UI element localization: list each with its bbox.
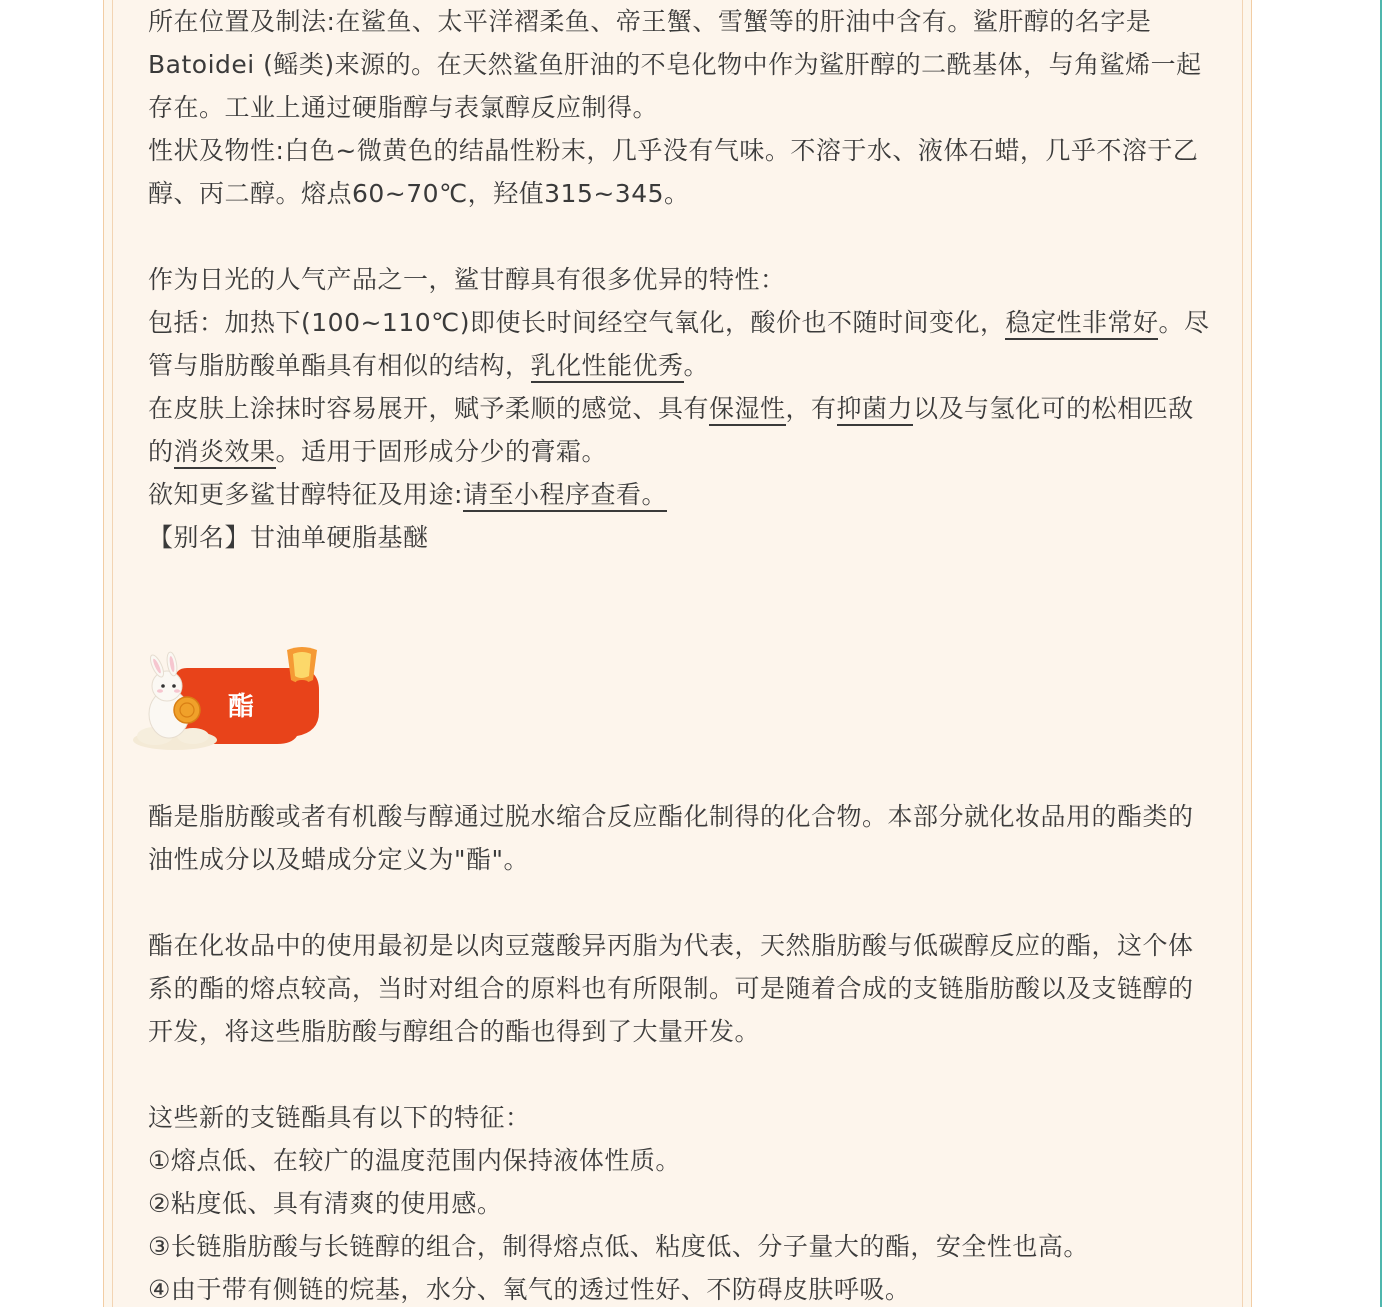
highlight-stability: 稳定性非常好 (1005, 308, 1158, 340)
rabbit-badge-graphic (127, 640, 327, 755)
mooncake-icon (174, 697, 200, 723)
scroll-edge-line (1380, 0, 1382, 1307)
ester-section (148, 795, 1213, 1311)
features-paragraph-2 (148, 387, 1213, 473)
ester-definition: 酯是脂肪酸或者有机酸与醇通过脱水缩合反应酯化制得的化合物。本部分就化妆品用的酯类的油性成分以及蜡成分定义为"酯"。 (148, 802, 1194, 874)
text-run: ，有 (785, 394, 837, 423)
ester-feature-item: ③长链脂肪酸与长链醇的组合，制得熔点低、粘度低、分子量大的酯，安全性也高。 (148, 1232, 1089, 1261)
text-run: 包括：加热下(100~110℃)即使长时间经空气氧化，酸价也不随时间变化， (148, 308, 1006, 337)
text-run: 。适用于固形成分少的膏霜。 (275, 437, 608, 466)
alias-line: 【别名】甘油单硬脂基醚 (148, 523, 429, 552)
features-paragraph-1 (148, 301, 1213, 387)
ester-features-lead: 这些新的支链酯具有以下的特征： (148, 1103, 531, 1132)
features-lead: 作为日光的人气产品之一，鲨甘醇具有很多优异的特性： (148, 265, 786, 294)
text-run: 欲知更多鲨甘醇特征及用途: (148, 480, 463, 509)
lantern-icon (287, 647, 317, 684)
text-run: 。 (683, 351, 710, 380)
features-paragraph-3 (148, 473, 1213, 516)
highlight-antibacterial: 抑菌力 (837, 394, 914, 426)
text-run: 在皮肤上涂抹时容易展开，赋予柔顺的感觉、具有 (148, 394, 710, 423)
ester-history: 酯在化妆品中的使用最初是以肉豆蔻酸异丙脂为代表，天然脂肪酸与低碳醇反应的酯，这个体系的酯的熔点较高，当时对组合的原料也有所限制。可是随着合成的支链脂肪酸以及支链醇的开发，将这些脂肪酸与醇组合的酯也得到了大量开发。 (148, 931, 1194, 1046)
highlight-antiinflammatory: 消炎效果 (174, 437, 276, 469)
property-paragraph: 性状及物性:白色~微黄色的结晶性粉末，几乎没有气味。不溶于水、液体石蜡，几乎不溶于乙醇、丙二醇。熔点60~70℃，羟值315~345。 (148, 136, 1199, 208)
text-run: 。尽管与脂肪酸单酯具有相似的结构， (148, 308, 1210, 380)
highlight-moisture: 保湿性 (709, 394, 786, 426)
section-badge (127, 640, 327, 755)
origin-paragraph: 所在位置及制法:在鲨鱼、太平洋褶柔鱼、帝王蟹、雪蟹等的肝油中含有。鲨肝醇的名字是 Batoidei (鳐类)来源的。在天然鲨鱼肝油的不皂化物中作为鲨肝醇的二酰基体，与角鲨烯一起存在。工业上通过硬脂醇与表氯醇反应制得。 (148, 7, 1202, 122)
ester-feature-item: ②粘度低、具有清爽的使用感。 (148, 1189, 503, 1218)
ester-feature-item: ④由于带有侧链的烷基，水分、氧气的透过性好、不防碍皮肤呼吸。 (148, 1275, 911, 1304)
ester-feature-item: ①熔点低、在较广的温度范围内保持液体性质。 (148, 1146, 681, 1175)
highlight-emulsify: 乳化性能优秀 (531, 351, 684, 383)
badge-label: 酯 (227, 692, 255, 722)
article-content (148, 0, 1213, 559)
text-run: 以及与氢化可的松相匹敌的 (148, 394, 1194, 466)
mini-program-link[interactable]: 请至小程序查看。 (463, 480, 667, 512)
